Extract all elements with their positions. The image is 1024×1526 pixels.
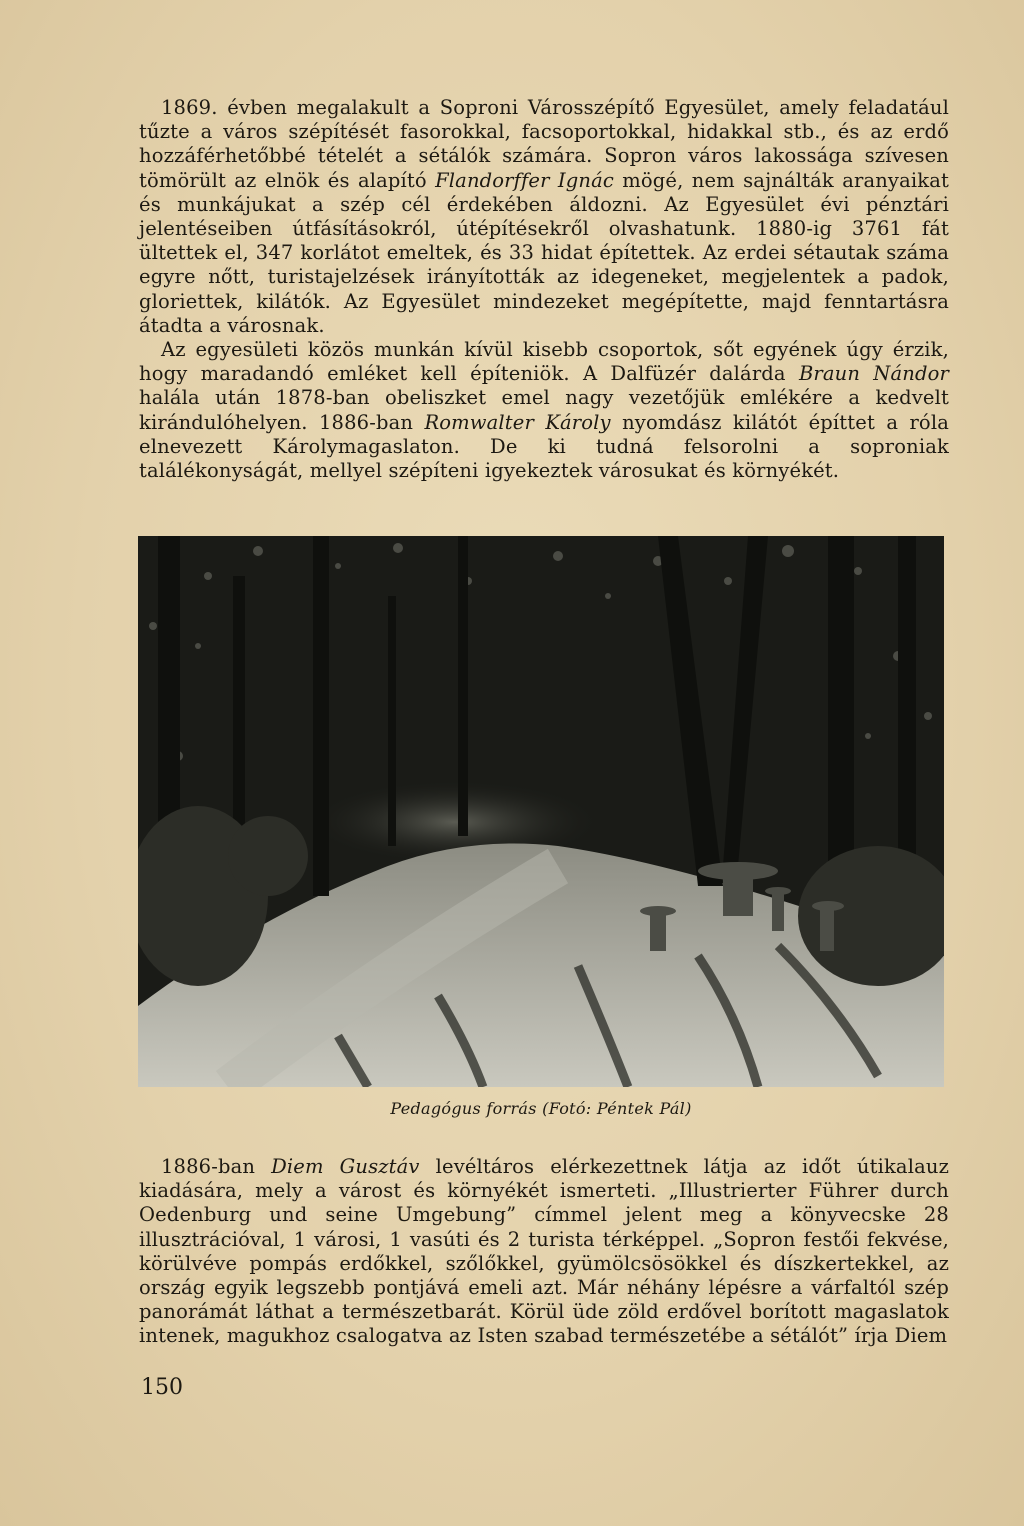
forest-photo xyxy=(138,536,944,1087)
paragraph-2-text-c: nyomdász kilátót építtet a róla elnevezett Károlymagaslaton. De ki tudná felsorolni a soproniak találékonyságát, mellyel szépíteni igyekeztek városukat és környékét. xyxy=(139,410,949,483)
bottom-text-block xyxy=(139,1155,949,1349)
person-name-diem: Diem Gusztáv xyxy=(271,1155,420,1178)
top-text-block xyxy=(139,96,949,483)
person-name-romwalter: Romwalter Károly xyxy=(424,410,611,434)
paragraph-2 xyxy=(139,338,949,483)
paragraph-3 xyxy=(139,1155,949,1349)
paragraph-1-text-b: mögé, nem sajnálták aranyaikat és munkájukat a szép cél érdekében áldozni. Az Egyesület évi pénztári jelentéseiben útfásításokról, útépítésekről olvashatunk. 1880-ig 3761 fát ültettek el, 347 korlátot emeltek, és 33 hidat építettek. Az erdei sétautak száma egyre nőtt, turistajelzések irányították az idegeneket, megjelentek a padok, gloriettek, kilátók. Az Egyesület mindezeket megépítette, majd fenntartásra átadta a városnak. xyxy=(139,168,949,337)
page-number: 150 xyxy=(141,1375,183,1400)
paragraph-2-text-a: Az egyesületi közös munkán kívül kisebb csoportok, sőt egyének úgy érzik, hogy maradandó emléket kell építeniök. A Dalfüzér dalárda xyxy=(139,338,949,386)
paragraph-1 xyxy=(139,96,949,338)
paragraph-3-text-b: levéltáros elérkezettnek látja az időt útikalauz kiadására, mely a várost és környékét ismerteti. „Illustrierter Führer durch Oedenburg und seine Umgebung” címmel jelent meg a könyvecske 28 illusztrációval, 1 városi, 1 vasúti és 2 turista térképpel. „Sopron festői fekvése, körülvéve pompás erdőkkel, szőlőkkel, gyümölcsösökkel és díszkertekkel, az ország egyik legszebb pontjává emeli azt. Már néhány lépésre a várfaltól szép panorámát láthat a természetbarát. Körül üde zöld erdővel borított magaslatok intenek, magukhoz csalogatva az Isten szabad természetébe a sétálót” írja Diem xyxy=(139,1155,950,1348)
paragraph-1-text-a: 1869. évben megalakult a Soproni Városszépítő Egyesület, amely feladatául tűzte a város szépítését fasorokkal, facsoportokkal, hidakkal stb., és az erdő hozzáférhetőbbé tételét a sétálók számára. Sopron város lakossága szívesen tömörült az elnök és alapító xyxy=(139,96,949,192)
figure-caption: Pedagógus forrás (Fotó: Péntek Pál) xyxy=(390,1099,692,1118)
person-name-braun: Braun Nándor xyxy=(798,362,949,386)
paragraph-2-text-b: halála után 1878-ban obeliszket emel nagy vezetőjük emlékére a kedvelt kirándulóhelyen. 1886-ban xyxy=(139,386,949,434)
person-name-flandorffer: Flandorffer Ignác xyxy=(435,168,614,192)
paragraph-3-text-a: 1886-ban xyxy=(161,1155,272,1178)
